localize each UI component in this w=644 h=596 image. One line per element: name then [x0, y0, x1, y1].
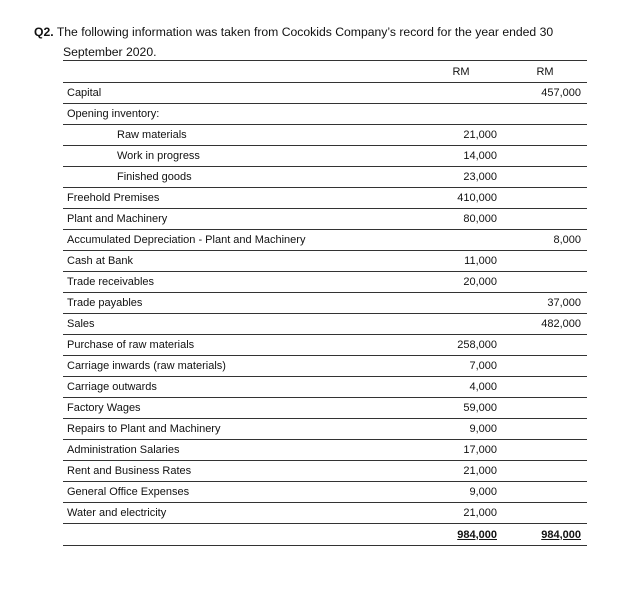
table-row: [63, 146, 587, 167]
row-credit-amount: 8,000: [503, 230, 587, 251]
row-description: Freehold Premises: [63, 188, 419, 209]
row-debit-amount: 4,000: [419, 377, 503, 398]
row-debit-amount: 20,000: [419, 272, 503, 293]
table-row: [63, 503, 587, 524]
table-row: [63, 482, 587, 503]
row-credit-amount: [503, 209, 587, 230]
row-credit-amount: [503, 335, 587, 356]
row-debit-amount: 23,000: [419, 167, 503, 188]
table-row: [63, 209, 587, 230]
table-row: [63, 188, 587, 209]
row-debit-amount: 9,000: [419, 482, 503, 503]
row-credit-amount: [503, 146, 587, 167]
table-row: [63, 461, 587, 482]
row-credit-amount: 37,000: [503, 293, 587, 314]
table-row: [63, 293, 587, 314]
table-row: [63, 419, 587, 440]
row-credit-amount: [503, 461, 587, 482]
table-row: [63, 398, 587, 419]
row-credit-amount: [503, 377, 587, 398]
table-row: [63, 335, 587, 356]
row-description: Opening inventory:: [63, 104, 419, 125]
table-row: [63, 230, 587, 251]
row-debit-amount: 410,000: [419, 188, 503, 209]
row-debit-amount: 9,000: [419, 419, 503, 440]
row-debit-amount: 17,000: [419, 440, 503, 461]
total-debit: [419, 524, 503, 546]
row-description: Accumulated Depreciation - Plant and Machinery: [63, 230, 419, 251]
row-debit-amount: [419, 230, 503, 251]
trial-balance-table: [63, 60, 587, 546]
row-debit-amount: [419, 293, 503, 314]
row-credit-amount: [503, 167, 587, 188]
table-row: [63, 251, 587, 272]
row-description: Rent and Business Rates: [63, 461, 419, 482]
row-description: General Office Expenses: [63, 482, 419, 503]
row-credit-amount: [503, 188, 587, 209]
total-debit-value: 984,000: [457, 528, 497, 541]
totals-label: [63, 524, 419, 546]
row-debit-amount: [419, 314, 503, 335]
row-credit-amount: [503, 482, 587, 503]
row-debit-amount: [419, 104, 503, 125]
row-debit-amount: 21,000: [419, 461, 503, 482]
row-credit-amount: [503, 440, 587, 461]
total-credit: [503, 524, 587, 546]
table-header-row: [63, 61, 587, 83]
row-description: Sales: [63, 314, 419, 335]
row-debit-amount: 21,000: [419, 503, 503, 524]
table-row: [63, 104, 587, 125]
row-description: Factory Wages: [63, 398, 419, 419]
row-description: Work in progress: [63, 146, 419, 167]
row-description: Carriage inwards (raw materials): [63, 356, 419, 377]
table-row: [63, 125, 587, 146]
header-credit-rm: RM: [503, 61, 587, 83]
row-debit-amount: [419, 83, 503, 104]
row-description: Trade payables: [63, 293, 419, 314]
row-description: Capital: [63, 83, 419, 104]
table-row: [63, 356, 587, 377]
table-row: [63, 167, 587, 188]
row-credit-amount: 457,000: [503, 83, 587, 104]
question-number: Q2.: [34, 25, 54, 39]
row-debit-amount: 7,000: [419, 356, 503, 377]
header-debit-rm: RM: [419, 61, 503, 83]
row-description: Carriage outwards: [63, 377, 419, 398]
table-row: [63, 83, 587, 104]
row-debit-amount: 80,000: [419, 209, 503, 230]
row-credit-amount: [503, 272, 587, 293]
table-row: [63, 314, 587, 335]
row-debit-amount: 14,000: [419, 146, 503, 167]
row-description: Raw materials: [63, 125, 419, 146]
row-description: Plant and Machinery: [63, 209, 419, 230]
question-text-line2: September 2020.: [63, 45, 157, 59]
row-debit-amount: 59,000: [419, 398, 503, 419]
table-row: [63, 440, 587, 461]
row-description: Cash at Bank: [63, 251, 419, 272]
question-text: [34, 22, 590, 62]
row-credit-amount: 482,000: [503, 314, 587, 335]
header-description: [63, 61, 419, 83]
row-debit-amount: 11,000: [419, 251, 503, 272]
row-credit-amount: [503, 419, 587, 440]
row-credit-amount: [503, 251, 587, 272]
row-description: Purchase of raw materials: [63, 335, 419, 356]
row-credit-amount: [503, 125, 587, 146]
row-debit-amount: 21,000: [419, 125, 503, 146]
table-row: [63, 272, 587, 293]
row-description: Repairs to Plant and Machinery: [63, 419, 419, 440]
row-description: Administration Salaries: [63, 440, 419, 461]
table-row: [63, 377, 587, 398]
row-description: Finished goods: [63, 167, 419, 188]
row-debit-amount: 258,000: [419, 335, 503, 356]
row-credit-amount: [503, 398, 587, 419]
row-credit-amount: [503, 356, 587, 377]
row-description: Water and electricity: [63, 503, 419, 524]
row-credit-amount: [503, 503, 587, 524]
row-description: Trade receivables: [63, 272, 419, 293]
question-text-line1: The following information was taken from Cocokids Company’s record for the year ended 30: [56, 25, 554, 39]
table-body: [63, 83, 587, 546]
totals-row: [63, 524, 587, 546]
total-credit-value: 984,000: [541, 528, 581, 541]
row-credit-amount: [503, 104, 587, 125]
